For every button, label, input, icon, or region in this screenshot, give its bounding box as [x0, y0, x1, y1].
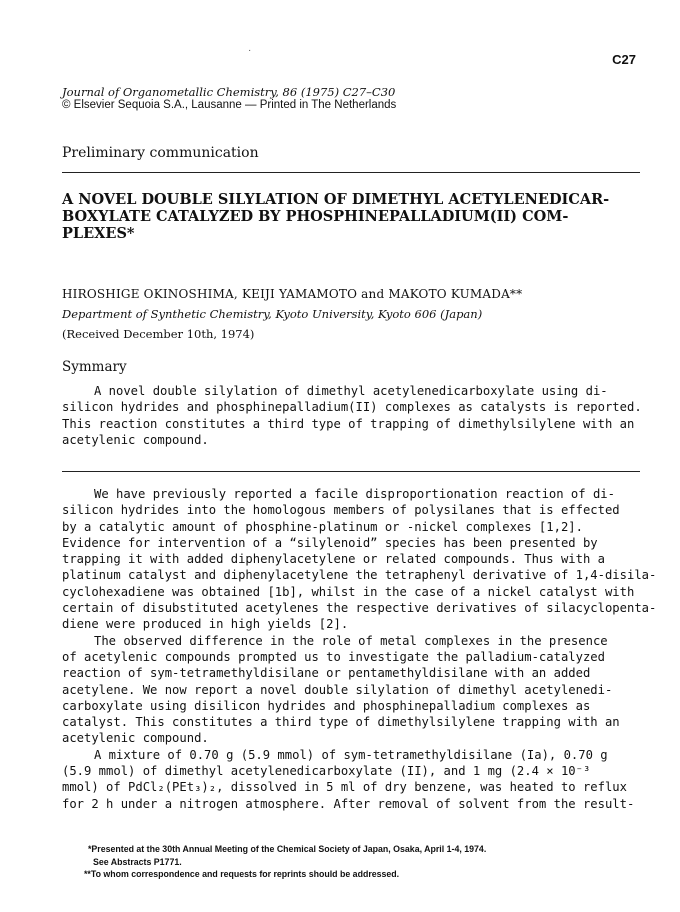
author-list: HIROSHIGE OKINOSHIMA, KEIJI YAMAMOTO and MAKOTO KUMADA**: [62, 287, 523, 301]
page-number: C27: [612, 52, 636, 67]
body-line: We have previously reported a facile disproportionation reaction of di-: [94, 487, 615, 501]
title-line: BOXYLATE CATALYZED BY PHOSPHINEPALLADIUM(II) COM-: [62, 208, 569, 225]
affiliation: Department of Synthetic Chemistry, Kyoto University, Kyoto 606 (Japan): [62, 307, 483, 321]
summary-paragraph: [62, 383, 642, 448]
title-line: PLEXES*: [62, 225, 135, 242]
footnote-line: **To whom correspondence and requests for reprints should be addressed.: [84, 869, 400, 879]
body-line: acetylene. We now report a novel double silylation of dimethyl acetylenedi-: [62, 682, 613, 697]
body-line: platinum catalyst and diphenylacetylene the tetraphenyl derivative of 1,4-disila-: [62, 568, 657, 583]
summary-line: This reaction constitutes a third type of trapping of dimethylsilylene with an: [62, 416, 635, 431]
body-line: for 2 h under a nitrogen atmosphere. After removal of solvent from the result-: [62, 796, 635, 811]
scan-speck: ·: [248, 45, 252, 56]
summary-line: A novel double silylation of dimethyl acetylenedicarboxylate using di-: [94, 384, 608, 398]
title-line: A NOVEL DOUBLE SILYLATION OF DIMETHYL ACETYLENEDICAR-: [62, 191, 610, 208]
article-title: [62, 191, 642, 242]
body-line: Evidence for intervention of a “silylenoid” species has been presented by: [62, 535, 598, 550]
summary-heading: Symmary: [62, 359, 127, 375]
body-line: by a catalytic amount of phosphine-platinum or -nickel complexes [1,2].: [62, 519, 583, 534]
body-line: trapping it with added diphenylacetylene or related compounds. Thus with a: [62, 552, 605, 567]
body-line: silicon hydrides into the homologous members of polysilanes that is effected: [62, 503, 620, 518]
body-line: certain of disubstituted acetylenes the respective derivatives of silacyclopenta-: [62, 601, 657, 616]
top-divider: [62, 172, 640, 173]
body-line: of acetylenic compounds prompted us to investigate the palladium-catalyzed: [62, 649, 605, 664]
body-line: diene were produced in high yields [2].: [62, 617, 349, 632]
body-line: cyclohexadiene was obtained [1b], whilst in the case of a nickel catalyst with: [62, 584, 635, 599]
footnote-line: See Abstracts P1771.: [93, 856, 182, 867]
journal-citation: Journal of Organometallic Chemistry, 86 (1975) C27–C30: [62, 85, 396, 99]
body-line: carboxylate using disilicon hydrides and phosphinepalladium complexes as: [62, 698, 591, 713]
summary-divider: [62, 471, 640, 472]
section-label: Preliminary communication: [62, 145, 259, 161]
footnotes: [84, 843, 487, 881]
copyright-line: © Elsevier Sequoia S.A., Lausanne — Printed in The Netherlands: [62, 99, 397, 111]
body-line: (5.9 mmol) of dimethyl acetylenedicarboxylate (II), and 1 mg (2.4 × 10⁻³: [62, 764, 591, 779]
body-text: [62, 486, 657, 812]
body-line: catalyst. This constitutes a third type of dimethylsilylene trapping with an: [62, 715, 620, 730]
body-line: reaction of sym-tetramethyldisilane or pentamethyldisilane with an added: [62, 666, 591, 681]
received-date: (Received December 10th, 1974): [62, 327, 255, 341]
body-line: The observed difference in the role of metal complexes in the presence: [94, 633, 608, 648]
body-line: A mixture of 0.70 g (5.9 mmol) of sym-tetramethyldisilane (Ia), 0.70 g: [94, 747, 608, 762]
body-line: acetylenic compound.: [62, 731, 209, 746]
footnote-line: *Presented at the 30th Annual Meeting of the Chemical Society of Japan, Osaka, April 1-4, 1974.: [88, 844, 487, 854]
summary-line: acetylenic compound.: [62, 432, 209, 447]
body-line: mmol) of PdCl₂(PEt₃)₂, dissolved in 5 ml of dry benzene, was heated to reflux: [62, 780, 627, 795]
summary-line: silicon hydrides and phosphinepalladium(II) complexes as catalysts is reported.: [62, 400, 642, 415]
